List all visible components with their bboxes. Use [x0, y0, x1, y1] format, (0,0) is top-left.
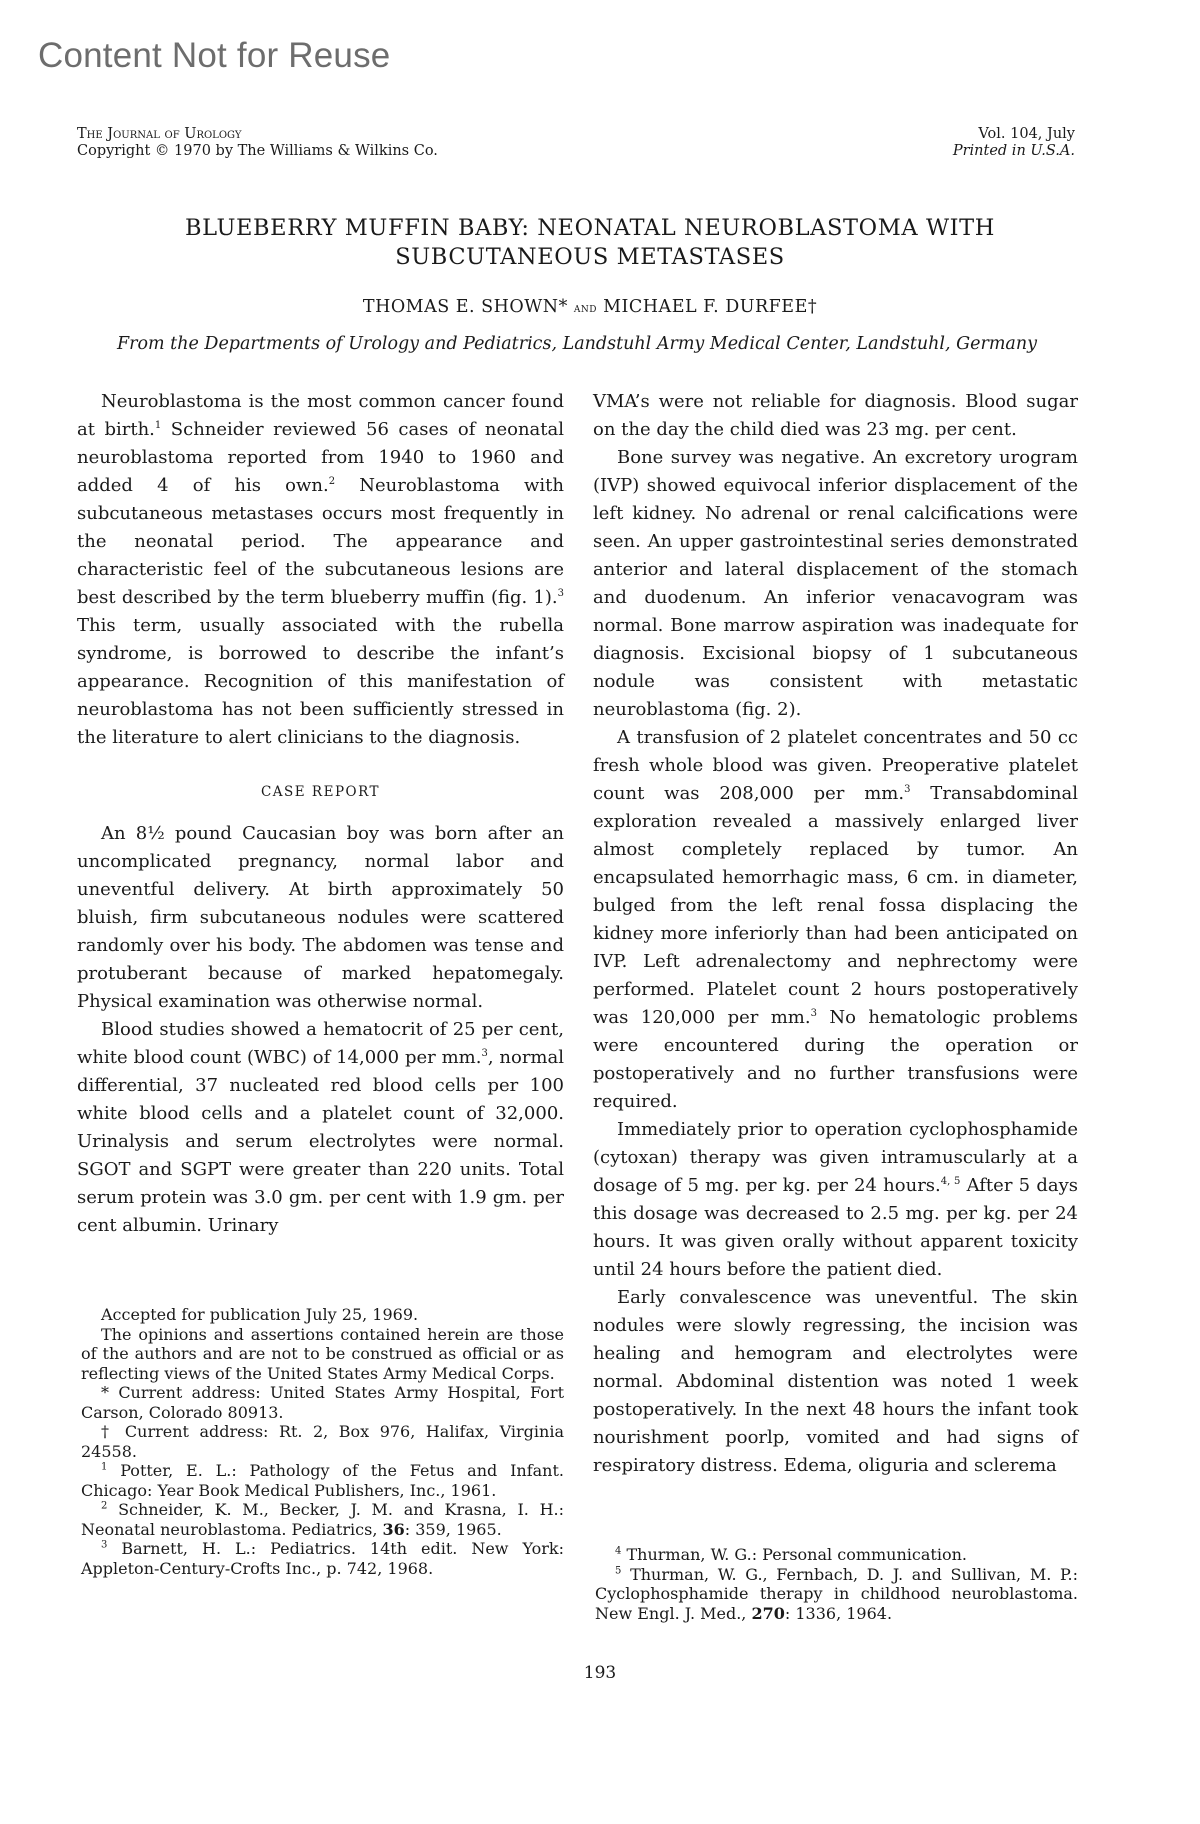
reference-1: [81, 1461, 564, 1500]
footnotes-right: [595, 1545, 1078, 1623]
reference-4: [595, 1545, 1078, 1565]
author2-address-note: † Current address: Rt. 2, Box 976, Halifax, Virginia 24558.: [81, 1422, 564, 1461]
author-1: THOMAS E. SHOWN*: [362, 297, 568, 317]
reference-text: Barnett, H. L.: Pediatrics. 14th edit. New York: Appleton-Century-Crofts Inc., p. 742, 1968.: [81, 1539, 564, 1578]
journal-name: The Journal of Urology: [77, 126, 242, 142]
reference-text: : 1336, 1964.: [784, 1603, 893, 1623]
reference-2: [81, 1500, 564, 1539]
ref-superscript: 3: [810, 1008, 817, 1019]
journal-header: [77, 126, 438, 160]
intro-text-3: Neuroblastoma with subcutaneous metastases occurs most frequently in the neonatal period. The appearance and characteristic feel of the subcutaneous lesions are best described by the term blueberry muffin (fig. 1).: [77, 475, 564, 608]
intro-text-2: Schneider reviewed 56 cases of neonatal neuroblastoma reported from 1940 to 1960 and added 4 of his own.: [77, 419, 564, 496]
ref-number: 1: [101, 1461, 108, 1473]
title-line-2: SUBCUTANEOUS METASTASES: [395, 244, 785, 270]
right-p3-text-1: A transfusion of 2 platelet concentrates and 50 cc fresh whole blood was given. Preoperative platelet count was 208,000 per mm.: [593, 727, 1078, 804]
reference-text: : 359, 1965.: [404, 1519, 502, 1539]
ref-number: 3: [101, 1539, 108, 1551]
case-paragraph-1: An 8½ pound Caucasian boy was born after an uncomplicated pregnancy, normal labor and uneventful delivery. At birth approximately 50 bluish, firm subcutaneous nodules were scattered randomly over his body. The abdomen was tense and protuberant because of marked hepatomegaly. Physical examination was otherwise normal.: [77, 823, 564, 1012]
authors: [90, 297, 1090, 317]
ref-number: 2: [101, 1500, 108, 1512]
right-paragraph-1: VMA’s were not reliable for diagnosis. Blood sugar on the day the child died was 23 mg. per cent.: [593, 391, 1078, 440]
reference-3: [81, 1539, 564, 1578]
case-report-heading: CASE REPORT: [260, 784, 381, 800]
volume-line: Vol. 104, July: [978, 126, 1075, 142]
footnotes-left: [81, 1305, 564, 1578]
title-line-1: BLUEBERRY MUFFIN BABY: NEONATAL NEUROBLASTOMA WITH: [185, 215, 995, 241]
affiliation: From the Departments of Urology and Pediatrics, Landstuhl Army Medical Center, Landstuhl, Germany: [116, 334, 1038, 354]
printed-line: Printed in U.S.A.: [952, 143, 1075, 159]
watermark: Content Not for Reuse: [38, 36, 391, 75]
ref-superscript: 3: [904, 784, 911, 795]
accepted-note: Accepted for publication July 25, 1969.: [101, 1305, 419, 1324]
left-column: [77, 388, 564, 1240]
right-paragraph-4: [593, 1116, 1078, 1284]
right-p4-text-2: After 5 days this dosage was decreased to 2.5 mg. per kg. per 24 hours. It was given orally without apparent toxicity until 24 hours before the patient died.: [593, 1175, 1078, 1280]
reference-volume: 36: [382, 1519, 405, 1539]
ref-superscript: 4, 5: [940, 1176, 961, 1187]
right-paragraph-2: Bone survey was negative. An excretory urogram (IVP) showed equivocal inferior displacement of the left kidney. No adrenal or renal calcifications were seen. An upper gastrointestinal series demonstrated anterior and lateral displacement of the stomach and duodenum. An inferior venacavogram was normal. Bone marrow aspiration was inadequate for diagnosis. Excisional biopsy of 1 subcutaneous nodule was consistent with metastatic neuroblastoma (fig. 2).: [593, 447, 1078, 720]
ref-superscript: 3: [557, 588, 564, 599]
right-column: [593, 388, 1078, 1480]
reference-5: [595, 1565, 1078, 1624]
reference-text: Thurman, W. G., Fernbach, D. J. and Sullivan, M. P.: Cyclophosphamide therapy in childhood neuroblastoma. New Engl. J. Med.,: [595, 1564, 1078, 1623]
copyright-line: Copyright © 1970 by The Williams & Wilkins Co.: [77, 143, 438, 159]
author-2: MICHAEL F. DURFEE†: [603, 297, 818, 317]
intro-text-1: Neuroblastoma is the most common cancer found at birth.: [77, 391, 564, 440]
page-number: 193: [583, 1663, 617, 1683]
reference-text: Schneider, K. M., Becker, J. M. and Krasna, I. H.: Neonatal neuroblastoma. Pediatrics,: [81, 1500, 564, 1539]
case-p2-text-1: Blood studies showed a hematocrit of 25 per cent, white blood count (WBC) of 14,000 per mm.: [77, 1019, 564, 1068]
article-title: [90, 214, 1090, 272]
case-paragraph-2: [77, 1016, 564, 1240]
author1-address-note: * Current address: United States Army Hospital, Fort Carson, Colorado 80913.: [81, 1383, 564, 1422]
ref-number: 4: [615, 1545, 622, 1557]
right-paragraph-3: [593, 724, 1078, 1116]
authors-and: and: [573, 300, 597, 316]
intro-text-4: This term, usually associated with the rubella syndrome, is borrowed to describe the infant’s appearance. Recognition of this manifestation of neuroblastoma has not been sufficiently stressed in the literature to alert clinicians to the diagnosis.: [77, 615, 564, 748]
opinions-note: The opinions and assertions contained herein are those of the authors and are not to be construed as official or as reflecting views of the United States Army Medical Corps.: [81, 1324, 564, 1383]
right-p4-text-1: Immediately prior to operation cyclophosphamide (cytoxan) therapy was given intramuscularly at a dosage of 5 mg. per kg. per 24 hours.: [593, 1119, 1078, 1196]
reference-text: Thurman, W. G.: Personal communication.: [621, 1545, 967, 1564]
right-p3-text-3: No hematologic problems were encountered during the operation or postoperatively and no further transfusions were required.: [593, 1007, 1078, 1112]
intro-paragraph: [77, 388, 564, 752]
right-paragraph-5: Early convalescence was uneventful. The skin nodules were slowly regressing, the incision was healing and hemogram and electrolytes were normal. Abdominal distention was noted 1 week postoperatively. In the next 48 hours the infant took nourishment poorlp, vomited and had signs of respiratory distress. Edema, oliguria and sclerema: [593, 1287, 1078, 1476]
ref-superscript: 1: [154, 420, 162, 431]
reference-text: Potter, E. L.: Pathology of the Fetus and Infant. Chicago: Year Book Medical Publishers, Inc., 1961.: [81, 1461, 564, 1500]
case-p2-text-2: , normal differential, 37 nucleated red blood cells per 100 white blood cells and a platelet count of 32,000. Urinalysis and serum electrolytes were normal. SGOT and SGPT were greater than 220 units. Total serum protein was 3.0 gm. per cent with 1.9 gm. per cent albumin. Urinary: [77, 1047, 564, 1236]
ref-number: 5: [615, 1565, 622, 1577]
ref-superscript: 2: [328, 476, 336, 487]
ref-superscript: 3: [481, 1048, 488, 1059]
right-p3-text-2: Transabdominal exploration revealed a massively enlarged liver almost completely replaced by tumor. An encapsulated hemorrhagic mass, 6 cm. in diameter, bulged from the left renal fossa displacing the kidney more inferiorly than had been anticipated on IVP. Left adrenalectomy and nephrectomy were performed. Platelet count 2 hours postoperatively was 120,000 per mm.: [593, 783, 1079, 1028]
reference-volume: 270: [751, 1603, 785, 1623]
volume-header: [953, 126, 1075, 160]
